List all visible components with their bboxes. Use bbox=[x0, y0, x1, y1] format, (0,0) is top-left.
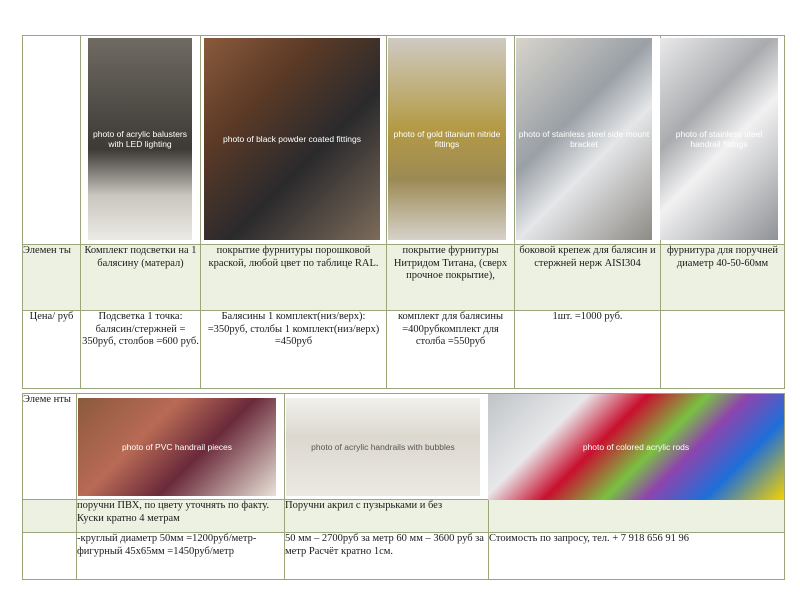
product-description bbox=[489, 500, 785, 533]
product-description: фурнитура для поручней диаметр 40-50-60мм bbox=[661, 245, 785, 311]
product-description: покрытие фурнитуры Нитридом Титана, (сверх прочное покрытие), bbox=[387, 245, 515, 311]
empty-cell bbox=[23, 533, 77, 580]
product-price: Стоимость по запросу, тел. + 7 918 656 91 96 bbox=[489, 533, 785, 580]
empty-cell bbox=[23, 500, 77, 533]
column-header-elements: Элемен ты bbox=[23, 245, 81, 311]
product-description: Поручни акрил с пузырьками и без bbox=[285, 500, 489, 533]
photo-acrylic-handrails: photo of acrylic handrails with bubbles bbox=[286, 398, 480, 496]
product-price bbox=[661, 311, 785, 389]
photo-colored-acrylic-rods: photo of colored acrylic rods bbox=[488, 394, 784, 500]
photo-black-fittings: photo of black powder coated fittings bbox=[204, 38, 380, 240]
photo-led-balusters: photo of acrylic balusters with LED lighting bbox=[88, 38, 192, 240]
product-description: поручни ПВХ, по цвету уточнять по факту. Куски кратно 4 метрам bbox=[77, 500, 285, 533]
product-description: Комплект подсветки на 1 балясину (матерал) bbox=[81, 245, 201, 311]
product-price: Балясины 1 комплект(низ/верх): =350руб, столбы 1 комплект(низ/верх) =450руб bbox=[201, 311, 387, 389]
column-header-price: Цена/ руб bbox=[23, 311, 81, 389]
product-description: боковой крепеж для балясин и стержней нерж AISI304 bbox=[515, 245, 661, 311]
photo-gold-fittings: photo of gold titanium nitride fittings bbox=[388, 38, 506, 240]
product-price: -круглый диаметр 50мм =1200руб/метр-фигурный 45х65мм =1450руб/метр bbox=[77, 533, 285, 580]
product-price: 1шт. =1000 руб. bbox=[515, 311, 661, 389]
product-description: покрытие фурнитуры порошковой краской, любой цвет по таблице RAL. bbox=[201, 245, 387, 311]
product-price: комплект для балясины =400рубкомплект для столба =550руб bbox=[387, 311, 515, 389]
corner-cell bbox=[23, 36, 81, 245]
product-price: 50 мм – 2700руб за метр 60 мм – 3600 руб за метр Расчёт кратно 1см. bbox=[285, 533, 489, 580]
column-header-elements: Элеме нты bbox=[23, 394, 77, 500]
photo-pvc-handrails: photo of PVC handrail pieces bbox=[78, 398, 276, 496]
product-price: Подсветка 1 точка: балясин/стержней = 350руб, столбов =600 руб. bbox=[81, 311, 201, 389]
photo-handrail-fittings: photo of stainless steel handrail fittings bbox=[660, 38, 778, 240]
photo-side-bracket: photo of stainless steel side mount bracket bbox=[516, 38, 652, 240]
